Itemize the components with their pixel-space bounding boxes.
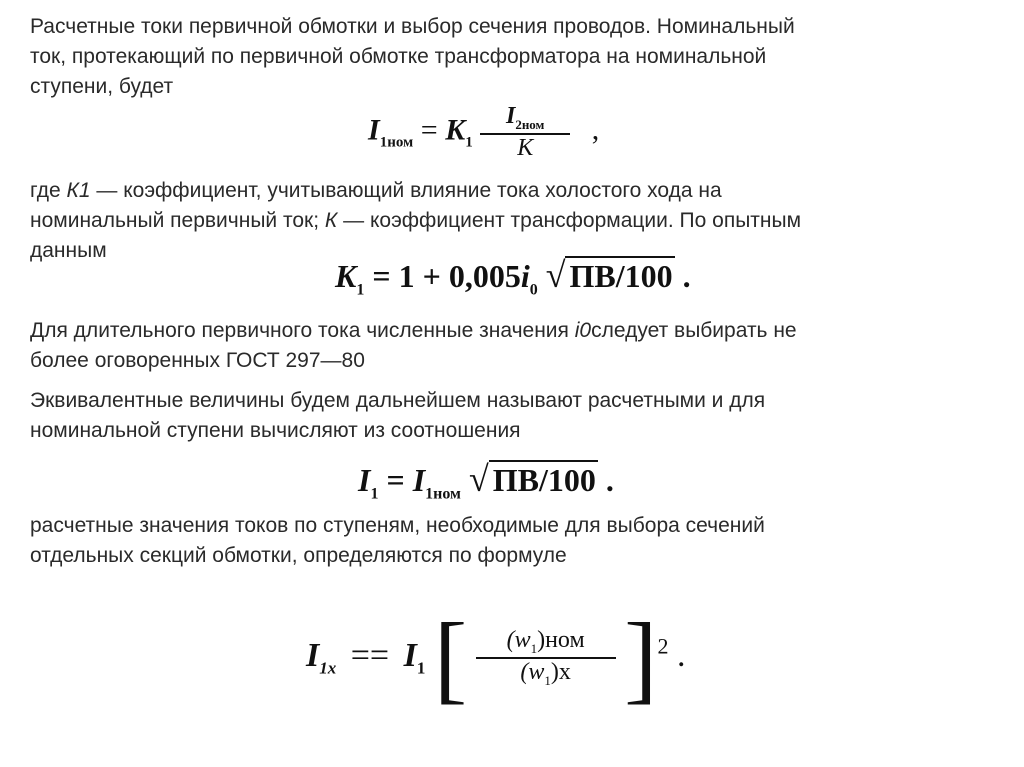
text-line: номинальный первичный ток; К — коэффициент трансформации. По опытным (30, 209, 802, 232)
paragraph-primary-current (30, 12, 990, 102)
text-line: Расчетные токи первичной обмотки и выбор сечения проводов. Номинальный (30, 15, 795, 38)
text-line: более оговоренных ГОСТ 297—80 (30, 349, 365, 372)
text-line: отдельных секций обмотки, определяются по формуле (30, 544, 567, 567)
formula-k1: $K_1 = 1 + 0,005i_0$ √ ПВ/100 . (335, 255, 691, 299)
text-line: где К1 — коэффициент, учитывающий влияние тока холостого хода на (30, 179, 722, 202)
text-line: номинальной ступени вычисляют из соотношения (30, 419, 521, 442)
text-line: данным (30, 239, 107, 262)
text-line: ступени, будет (30, 75, 174, 98)
formula-i1: $I_1 = I_{1ном}$ √ ПВ/100 . (358, 459, 614, 503)
text-line: ток, протекающий по первичной обмотке трансформатора на номинальной (30, 45, 767, 68)
text-line: Эквивалентные величины будем дальнейшем называют расчетными и для (30, 389, 766, 412)
paragraph-step-currents (30, 511, 990, 571)
formula-nominal-current: $I_{1ном} = K_1$ $\frac{I_{2ном}}{K}$ , (368, 103, 600, 161)
paragraph-coefficient (30, 176, 990, 266)
paragraph-long-current (30, 316, 990, 376)
text-line: расчетные значения токов по ступеням, необходимые для выбора сечений (30, 514, 765, 537)
formula-i1x: $I_{1x} == I_1$ [ $\frac{(w_1)ном}{(w_1)x}$ ]$^2$ . (306, 602, 686, 713)
text-line: Для длительного первичного тока численные значения i0следует выбирать не (30, 319, 797, 342)
paragraph-equivalent (30, 386, 990, 446)
